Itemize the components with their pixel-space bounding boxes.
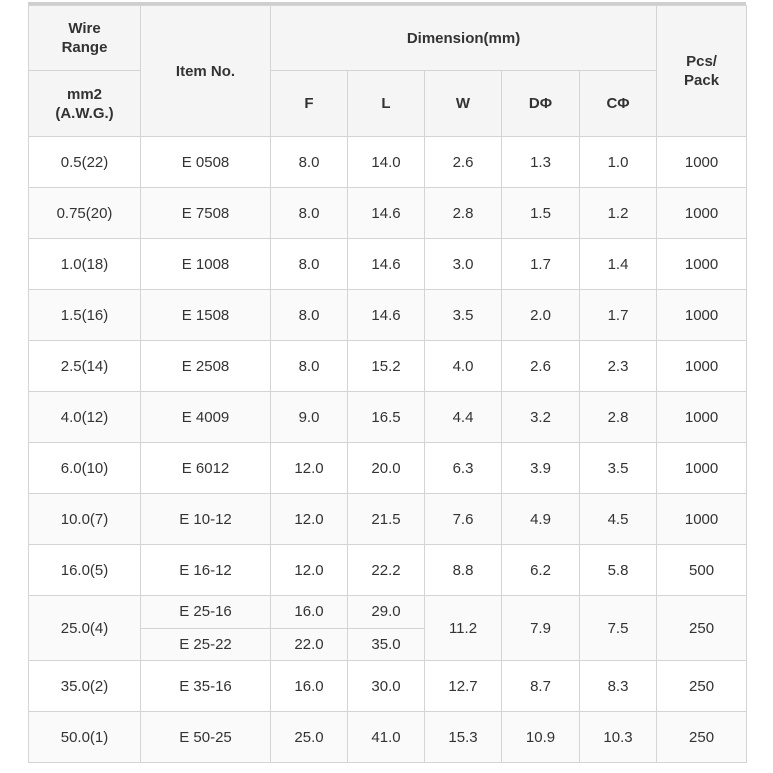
cell-f: 8.0 xyxy=(271,137,348,188)
cell-item: E 10-12 xyxy=(141,494,271,545)
cell-wire: 1.5(16) xyxy=(29,290,141,341)
cell-wire: 0.75(20) xyxy=(29,188,141,239)
cell-wire: 4.0(12) xyxy=(29,392,141,443)
cell-wire: 10.0(7) xyxy=(29,494,141,545)
cell-d: 4.9 xyxy=(502,494,580,545)
cell-f: 9.0 xyxy=(271,392,348,443)
cell-l: 29.0 xyxy=(348,596,425,629)
cell-f: 22.0 xyxy=(271,628,348,661)
table-body xyxy=(29,137,747,763)
cell-c: 1.7 xyxy=(580,290,657,341)
table-row xyxy=(29,545,747,596)
cell-pcs: 1000 xyxy=(657,392,747,443)
header-w: W xyxy=(425,71,502,137)
header-mm2-awg: mm2 (A.W.G.) xyxy=(29,71,141,137)
table-row xyxy=(29,494,747,545)
cell-w: 2.8 xyxy=(425,188,502,239)
cell-d: 3.9 xyxy=(502,443,580,494)
cell-wire: 2.5(14) xyxy=(29,341,141,392)
cell-c: 10.3 xyxy=(580,712,657,763)
cell-f: 12.0 xyxy=(271,545,348,596)
header-f: F xyxy=(271,71,348,137)
cell-c: 4.5 xyxy=(580,494,657,545)
cell-l: 21.5 xyxy=(348,494,425,545)
cell-l: 14.6 xyxy=(348,239,425,290)
cell-l: 22.2 xyxy=(348,545,425,596)
cell-c: 5.8 xyxy=(580,545,657,596)
cell-c: 8.3 xyxy=(580,661,657,712)
table-row xyxy=(29,290,747,341)
cell-d: 6.2 xyxy=(502,545,580,596)
cell-pcs: 1000 xyxy=(657,443,747,494)
cell-c: 1.2 xyxy=(580,188,657,239)
cell-pcs: 250 xyxy=(657,712,747,763)
table-row xyxy=(29,661,747,712)
cell-item: E 25-22 xyxy=(141,628,271,661)
cell-pcs: 500 xyxy=(657,545,747,596)
cell-l: 35.0 xyxy=(348,628,425,661)
header-c: CΦ xyxy=(580,71,657,137)
table-row xyxy=(29,341,747,392)
header-l: L xyxy=(348,71,425,137)
cell-wire: 25.0(4) xyxy=(29,596,141,661)
table-row xyxy=(29,392,747,443)
cell-d: 2.0 xyxy=(502,290,580,341)
cell-item: E 1008 xyxy=(141,239,271,290)
cell-d: 1.7 xyxy=(502,239,580,290)
cell-l: 16.5 xyxy=(348,392,425,443)
cell-item: E 1508 xyxy=(141,290,271,341)
cell-f: 8.0 xyxy=(271,341,348,392)
cell-item: E 16-12 xyxy=(141,545,271,596)
cell-l: 30.0 xyxy=(348,661,425,712)
cell-pcs: 1000 xyxy=(657,341,747,392)
cell-item: E 50-25 xyxy=(141,712,271,763)
table-row xyxy=(29,712,747,763)
cell-pcs: 250 xyxy=(657,661,747,712)
cell-f: 12.0 xyxy=(271,443,348,494)
cell-f: 25.0 xyxy=(271,712,348,763)
header-wire-range: Wire Range xyxy=(29,6,141,71)
cell-l: 15.2 xyxy=(348,341,425,392)
cell-item: E 25-16 xyxy=(141,596,271,629)
cell-d: 10.9 xyxy=(502,712,580,763)
cell-wire: 16.0(5) xyxy=(29,545,141,596)
table-row xyxy=(29,239,747,290)
cell-wire: 0.5(22) xyxy=(29,137,141,188)
cell-item: E 0508 xyxy=(141,137,271,188)
cell-l: 14.6 xyxy=(348,290,425,341)
cell-d: 3.2 xyxy=(502,392,580,443)
cell-d: 2.6 xyxy=(502,341,580,392)
cell-pcs: 1000 xyxy=(657,188,747,239)
cell-l: 20.0 xyxy=(348,443,425,494)
cell-f: 8.0 xyxy=(271,290,348,341)
table-row xyxy=(29,596,747,629)
cell-d: 7.9 xyxy=(502,596,580,661)
header-d: DΦ xyxy=(502,71,580,137)
cell-c: 1.0 xyxy=(580,137,657,188)
cell-d: 8.7 xyxy=(502,661,580,712)
cell-l: 14.6 xyxy=(348,188,425,239)
cell-c: 7.5 xyxy=(580,596,657,661)
cell-item: E 6012 xyxy=(141,443,271,494)
cell-item: E 4009 xyxy=(141,392,271,443)
cell-f: 8.0 xyxy=(271,239,348,290)
cell-c: 3.5 xyxy=(580,443,657,494)
cell-w: 4.0 xyxy=(425,341,502,392)
cell-l: 41.0 xyxy=(348,712,425,763)
spec-table-container xyxy=(28,2,746,770)
cell-wire: 1.0(18) xyxy=(29,239,141,290)
cell-w: 2.6 xyxy=(425,137,502,188)
cell-item: E 7508 xyxy=(141,188,271,239)
cell-pcs: 1000 xyxy=(657,290,747,341)
table-row xyxy=(29,188,747,239)
cell-f: 16.0 xyxy=(271,661,348,712)
table-row xyxy=(29,443,747,494)
cell-l: 14.0 xyxy=(348,137,425,188)
cell-c: 1.4 xyxy=(580,239,657,290)
header-pcs-pack: Pcs/ Pack xyxy=(657,6,747,137)
cell-item: E 2508 xyxy=(141,341,271,392)
cell-w: 3.0 xyxy=(425,239,502,290)
cell-wire: 50.0(1) xyxy=(29,712,141,763)
header-dimension: Dimension(mm) xyxy=(271,6,657,71)
cell-c: 2.3 xyxy=(580,341,657,392)
cell-wire: 35.0(2) xyxy=(29,661,141,712)
cell-pcs: 1000 xyxy=(657,494,747,545)
cell-w: 6.3 xyxy=(425,443,502,494)
header-item-no: Item No. xyxy=(141,6,271,137)
table-row xyxy=(29,137,747,188)
cell-item: E 35-16 xyxy=(141,661,271,712)
spec-table xyxy=(28,5,747,763)
cell-w: 7.6 xyxy=(425,494,502,545)
cell-f: 12.0 xyxy=(271,494,348,545)
cell-w: 4.4 xyxy=(425,392,502,443)
cell-w: 11.2 xyxy=(425,596,502,661)
cell-w: 8.8 xyxy=(425,545,502,596)
cell-f: 8.0 xyxy=(271,188,348,239)
cell-pcs: 1000 xyxy=(657,137,747,188)
cell-f: 16.0 xyxy=(271,596,348,629)
cell-wire: 6.0(10) xyxy=(29,443,141,494)
cell-w: 12.7 xyxy=(425,661,502,712)
cell-w: 15.3 xyxy=(425,712,502,763)
cell-pcs: 1000 xyxy=(657,239,747,290)
cell-w: 3.5 xyxy=(425,290,502,341)
cell-d: 1.3 xyxy=(502,137,580,188)
cell-pcs: 250 xyxy=(657,596,747,661)
cell-d: 1.5 xyxy=(502,188,580,239)
cell-c: 2.8 xyxy=(580,392,657,443)
